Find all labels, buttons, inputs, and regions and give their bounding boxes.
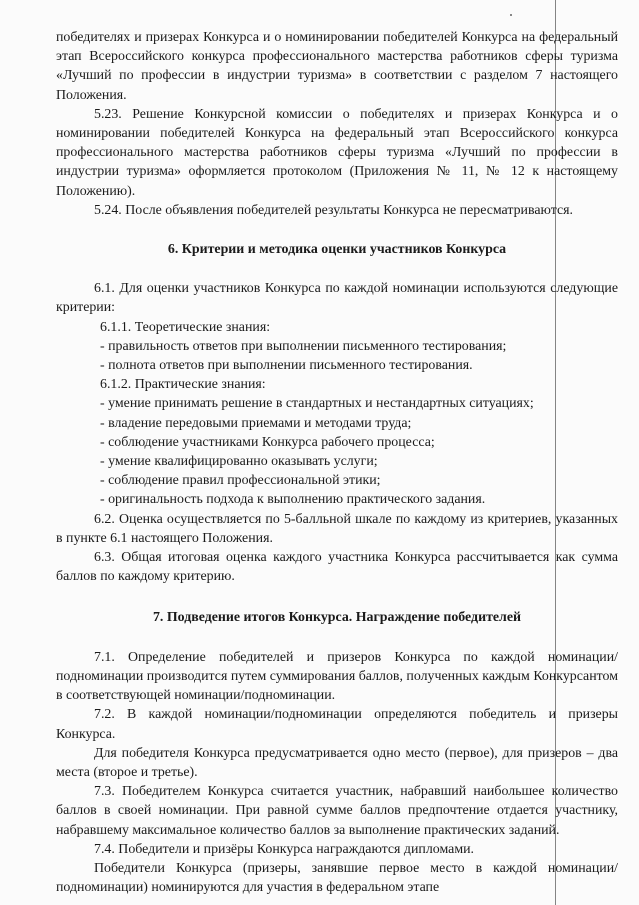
paragraph-7-1: 7.1. Определение победителей и призеров Конкурса по каждой номинации/подноминации производится путем суммирования баллов, полученных каждым Конкурсантом в соответствующей номинации/подноминации.: [56, 649, 618, 704]
paragraph-6-1: 6.1. Для оценки участников Конкурса по каждой номинации используются следующие критерии:: [56, 281, 618, 316]
paragraph-6-2: 6.2. Оценка осуществляется по 5-балльной шкале по каждому из критериев, указанных в пункте 6.1 настоящего Положения.: [56, 511, 618, 546]
criteria-item: - оригинальность подхода к выполнению практического задания.: [100, 492, 486, 508]
criteria-item: - соблюдение участниками Конкурса рабочего процесса;: [100, 434, 435, 450]
paragraph-6-3: 6.3. Общая итоговая оценка каждого участника Конкурса рассчитывается как сумма баллов по каждому критерию.: [56, 550, 618, 585]
section-7-heading: 7. Подведение итогов Конкурса. Награждение победителей: [152, 610, 522, 626]
paragraph-7-2-places: Для победителя Конкурса предусматривается одно место (первое), для призеров – два места (второе и третье).: [56, 745, 618, 780]
criteria-item: - владение передовыми приемами и методами труда;: [100, 415, 412, 431]
paragraph-7-3: 7.3. Победителем Конкурса считается участник, набравший наибольшее количество баллов в своей номинации. При равной сумме баллов предпочтение отдается участнику, набравшему максимальное количество баллов за выполнение практических заданий.: [56, 784, 618, 838]
document-body: [56, 28, 618, 897]
paragraph-continuation: победителях и призерах Конкурса и о номинировании победителей Конкурса на федеральный этап Всероссийского конкурса профессионального мастерства работников сферы туризма «Лучший по профессии в индустрии туризма» в соответствии с разделом 7 настоящего Положения.: [56, 30, 618, 103]
criteria-item: - полнота ответов при выполнении письменного тестирования.: [100, 358, 473, 374]
criteria-item: - умение квалифицированно оказывать услуги;: [100, 454, 378, 470]
paragraph-5-24: 5.24. После объявления победителей результаты Конкурса не пересматриваются.: [94, 202, 573, 218]
subsection-6-1-1-title: 6.1.1. Теоретические знания:: [100, 319, 271, 335]
paragraph-7-4-nomination: Победители Конкурса (призеры, занявшие первое место в каждой номинации/подноминации) номинируются для участия в федеральном этапе: [56, 860, 618, 896]
scan-artifact-dot: [510, 14, 512, 16]
subsection-6-1-2-title: 6.1.2. Практические знания:: [100, 377, 266, 393]
paragraph-7-2: 7.2. В каждой номинации/подноминации определяются победитель и призеры Конкурса.: [56, 707, 618, 742]
criteria-item: - правильность ответов при выполнении письменного тестирования;: [100, 338, 507, 354]
criteria-item: - соблюдение правил профессиональной этики;: [100, 473, 381, 489]
criteria-item: - умение принимать решение в стандартных и нестандартных ситуациях;: [100, 396, 534, 412]
paragraph-5-23: 5.23. Решение Конкурсной комиссии о победителях и призерах Конкурса и о номинировании победителей Конкурса на федеральный этап Всероссийского конкурса профессионального мастерства работников сферы туризма «Лучший по профессии в индустрии туризма» оформляется протоколом (Приложения № 11, № 12 к настоящему Положению).: [56, 106, 618, 199]
section-6-heading: 6. Критерии и методика оценки участников Конкурса: [167, 242, 507, 258]
paragraph-7-4: 7.4. Победители и призёры Конкурса награждаются дипломами.: [94, 841, 475, 857]
